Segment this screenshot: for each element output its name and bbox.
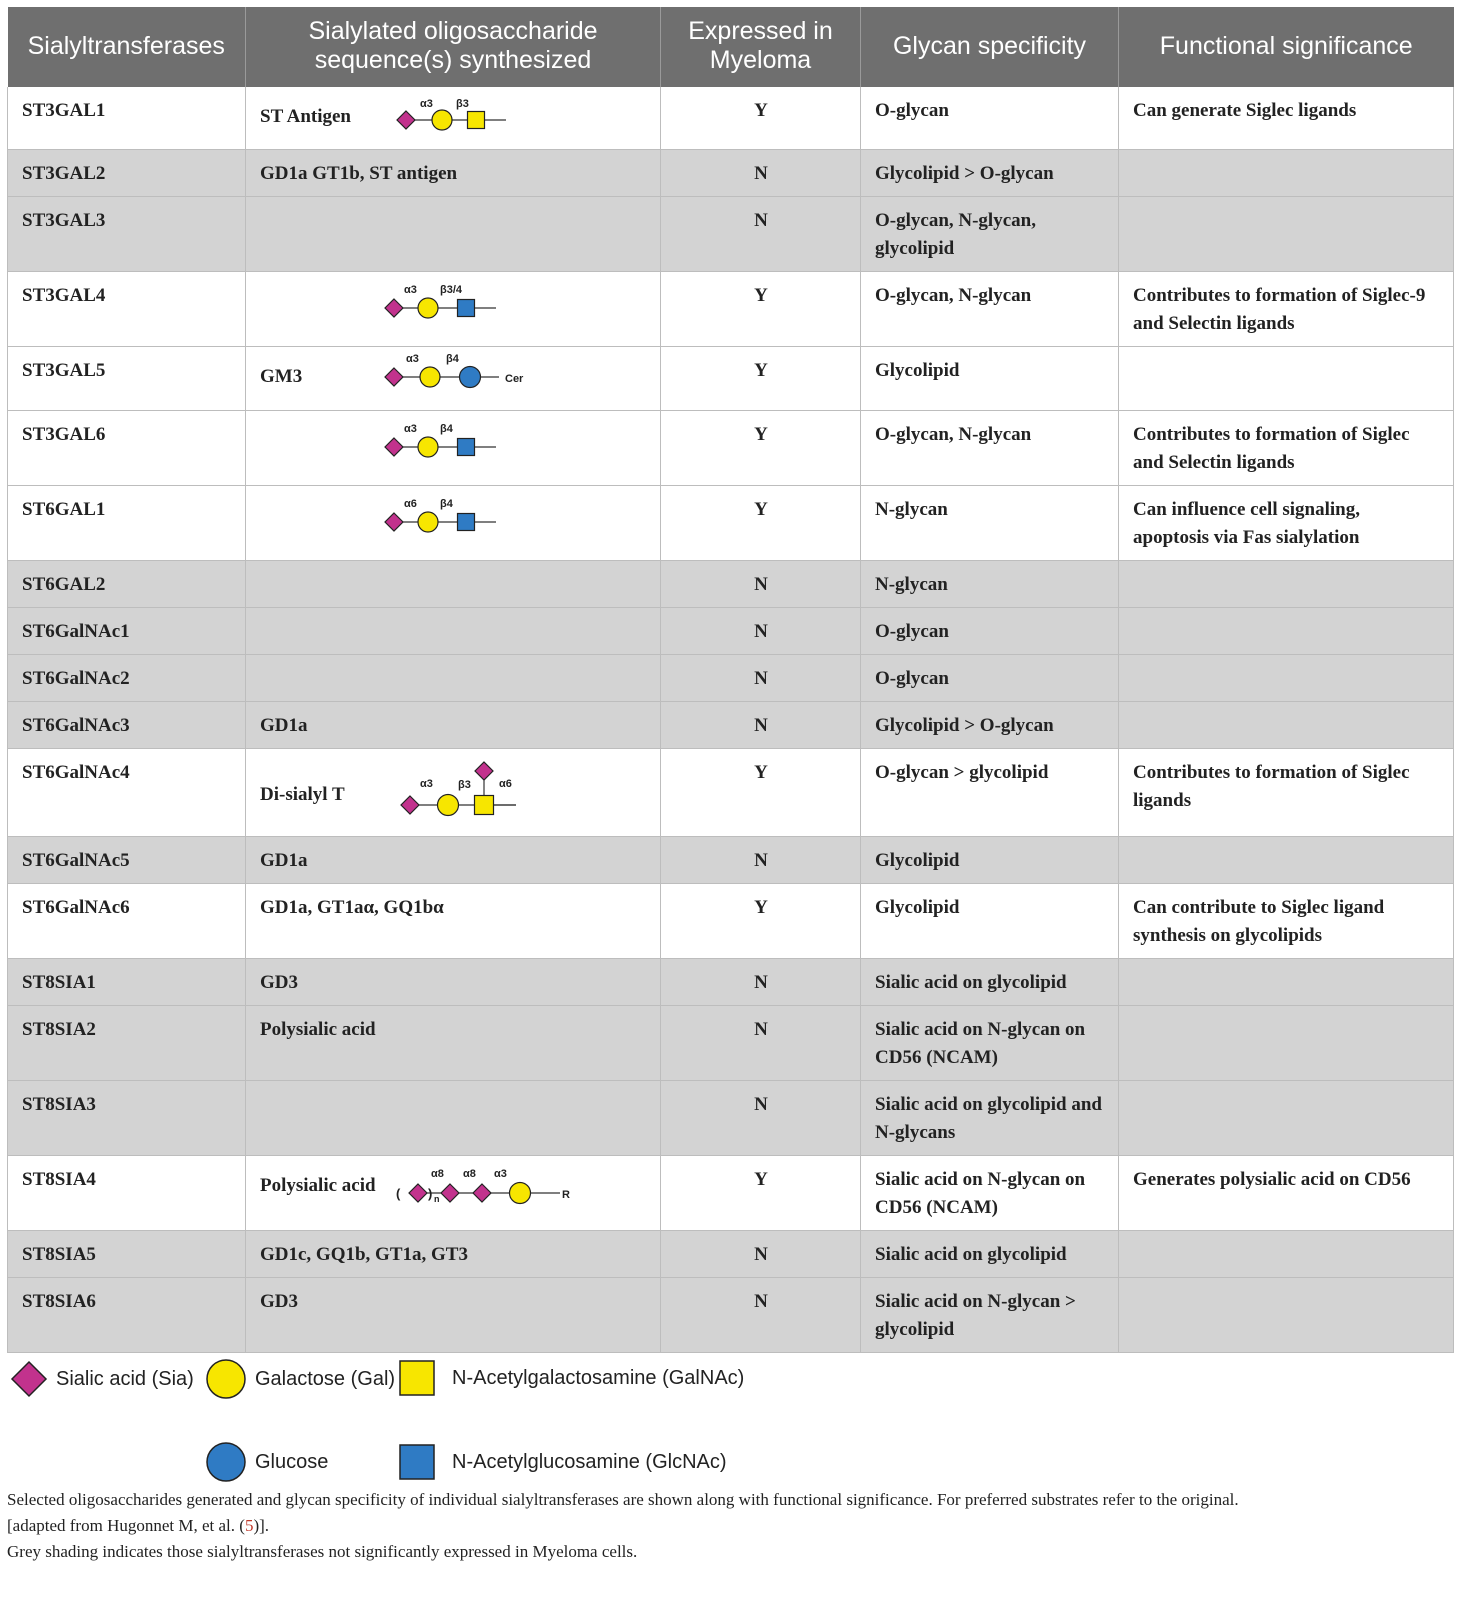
significance-cell bbox=[1119, 149, 1454, 196]
sialic-acid-icon bbox=[385, 299, 403, 317]
sequence-cell bbox=[246, 271, 661, 346]
header-expressed: Expressed in Myeloma bbox=[661, 7, 861, 87]
significance-cell bbox=[1119, 1080, 1454, 1155]
linkage-label: α8 bbox=[463, 1167, 476, 1180]
enzyme-cell: ST3GAL1 bbox=[8, 87, 246, 149]
expressed-cell: Y bbox=[661, 87, 861, 149]
note-line-2-pre: [adapted from Hugonnet M, et al. ( bbox=[7, 1516, 245, 1535]
linkage-label: β4 bbox=[446, 352, 459, 365]
sequence-text: Di-sialyl T bbox=[260, 783, 345, 805]
sequence-text: GD1a bbox=[260, 849, 308, 871]
enzyme-cell: ST6GalNAc1 bbox=[8, 607, 246, 654]
sialyltransferase-table bbox=[7, 7, 1454, 1353]
sequence-text: GM3 bbox=[260, 365, 303, 387]
significance-cell: Contributes to formation of Siglec-9 and Selectin ligands bbox=[1119, 271, 1454, 346]
sequence-cell bbox=[246, 607, 661, 654]
expressed-cell: Y bbox=[661, 883, 861, 958]
glcnac-icon bbox=[398, 1443, 436, 1481]
galactose-icon bbox=[438, 794, 459, 815]
enzyme-cell: ST6GAL1 bbox=[8, 485, 246, 560]
specificity-cell: Sialic acid on N-glycan on CD56 (NCAM) bbox=[861, 1155, 1119, 1230]
expressed-cell: N bbox=[661, 1080, 861, 1155]
linkage-label: α3 bbox=[404, 283, 417, 296]
table-row bbox=[8, 836, 1454, 883]
enzyme-cell: ST8SIA4 bbox=[8, 1155, 246, 1230]
table-row bbox=[8, 1230, 1454, 1277]
linkage-label: β3/4 bbox=[440, 283, 463, 296]
significance-cell bbox=[1119, 701, 1454, 748]
expressed-cell: Y bbox=[661, 410, 861, 485]
legend-gal-label: Galactose (Gal) bbox=[255, 1367, 396, 1390]
specificity-cell: O-glycan > glycolipid bbox=[861, 748, 1119, 836]
linkage-label: α6 bbox=[404, 497, 417, 510]
sequence-cell bbox=[246, 1277, 661, 1352]
sequence-cell bbox=[246, 1080, 661, 1155]
linkage-label: ( bbox=[396, 1185, 401, 1201]
specificity-cell: Glycolipid bbox=[861, 883, 1119, 958]
note-line-2-post: )]. bbox=[253, 1516, 270, 1535]
specificity-cell: O-glycan bbox=[861, 654, 1119, 701]
significance-cell bbox=[1119, 1005, 1454, 1080]
enzyme-cell: ST6GAL2 bbox=[8, 560, 246, 607]
specificity-cell: O-glycan, N-glycan bbox=[861, 271, 1119, 346]
glycan-legend bbox=[0, 1350, 1460, 1480]
table-row bbox=[8, 485, 1454, 560]
table-row bbox=[8, 196, 1454, 271]
sialic-acid-icon bbox=[409, 1184, 427, 1202]
expressed-cell: N bbox=[661, 836, 861, 883]
legend-glc bbox=[205, 1441, 328, 1483]
sequence-cell bbox=[246, 1155, 661, 1230]
specificity-cell: O-glycan bbox=[861, 87, 1119, 149]
expressed-cell: N bbox=[661, 701, 861, 748]
glycan-structure bbox=[390, 1156, 580, 1212]
significance-cell: Contributes to formation of Siglec and Selectin ligands bbox=[1119, 410, 1454, 485]
sequence-text: GD1a, GT1aα, GQ1bα bbox=[260, 896, 444, 918]
enzyme-cell: ST3GAL2 bbox=[8, 149, 246, 196]
significance-cell: Can generate Siglec ligands bbox=[1119, 87, 1454, 149]
sequence-cell bbox=[246, 87, 661, 149]
sequence-text: Polysialic acid bbox=[260, 1018, 376, 1040]
enzyme-cell: ST6GalNAc6 bbox=[8, 883, 246, 958]
linkage-label: β4 bbox=[440, 422, 453, 435]
significance-cell bbox=[1119, 1277, 1454, 1352]
significance-cell: Can influence cell signaling, apoptosis via Fas sialylation bbox=[1119, 485, 1454, 560]
table-row bbox=[8, 271, 1454, 346]
significance-cell bbox=[1119, 1230, 1454, 1277]
enzyme-cell: ST6GalNAc5 bbox=[8, 836, 246, 883]
linkage-label: α8 bbox=[431, 1167, 444, 1180]
specificity-cell: Glycolipid > O-glycan bbox=[861, 701, 1119, 748]
expressed-cell: N bbox=[661, 149, 861, 196]
specificity-cell: Glycolipid bbox=[861, 836, 1119, 883]
enzyme-cell: ST8SIA1 bbox=[8, 958, 246, 1005]
galnac-icon bbox=[475, 795, 494, 814]
galactose-icon bbox=[418, 298, 438, 318]
table-row bbox=[8, 1277, 1454, 1352]
galactose-icon bbox=[205, 1358, 247, 1400]
table-row bbox=[8, 701, 1454, 748]
significance-cell: Generates polysialic acid on CD56 bbox=[1119, 1155, 1454, 1230]
galnac-icon bbox=[398, 1359, 436, 1397]
table-row bbox=[8, 883, 1454, 958]
table-row bbox=[8, 560, 1454, 607]
note-line-3: Grey shading indicates those sialyltransferases not significantly expressed in Myeloma cells. bbox=[7, 1542, 638, 1561]
enzyme-cell: ST3GAL3 bbox=[8, 196, 246, 271]
sequence-cell bbox=[246, 701, 661, 748]
sequence-cell bbox=[246, 958, 661, 1005]
sequence-cell bbox=[246, 1005, 661, 1080]
significance-cell bbox=[1119, 607, 1454, 654]
linkage-label: α3 bbox=[406, 352, 419, 365]
expressed-cell: N bbox=[661, 1005, 861, 1080]
linkage-label: Cer bbox=[505, 372, 524, 385]
specificity-cell: O-glycan bbox=[861, 607, 1119, 654]
table-row bbox=[8, 1080, 1454, 1155]
enzyme-cell: ST8SIA2 bbox=[8, 1005, 246, 1080]
significance-cell bbox=[1119, 958, 1454, 1005]
glycan-structure bbox=[374, 272, 564, 328]
linkage-label: ) bbox=[428, 1185, 433, 1201]
enzyme-cell: ST6GalNAc2 bbox=[8, 654, 246, 701]
expressed-cell: N bbox=[661, 196, 861, 271]
sialic-acid-icon bbox=[385, 513, 403, 531]
sequence-text: GD3 bbox=[260, 971, 298, 993]
enzyme-cell: ST8SIA5 bbox=[8, 1230, 246, 1277]
reference-link[interactable]: 5 bbox=[244, 1516, 254, 1535]
expressed-cell: Y bbox=[661, 271, 861, 346]
table-row bbox=[8, 346, 1454, 410]
expressed-cell: N bbox=[661, 607, 861, 654]
sialic-acid-icon bbox=[10, 1360, 48, 1398]
glucose-icon bbox=[460, 366, 481, 387]
sequence-cell bbox=[246, 149, 661, 196]
sequence-cell bbox=[246, 836, 661, 883]
legend-glcnac bbox=[398, 1443, 727, 1481]
sequence-cell bbox=[246, 883, 661, 958]
table-row bbox=[8, 654, 1454, 701]
galactose-icon bbox=[432, 110, 452, 130]
enzyme-cell: ST3GAL5 bbox=[8, 346, 246, 410]
specificity-cell: O-glycan, N-glycan, glycolipid bbox=[861, 196, 1119, 271]
glycan-structure bbox=[396, 755, 586, 825]
sequence-cell bbox=[246, 485, 661, 560]
glucose-icon bbox=[205, 1441, 247, 1483]
expressed-cell: N bbox=[661, 958, 861, 1005]
specificity-cell: Sialic acid on glycolipid bbox=[861, 1230, 1119, 1277]
expressed-cell: Y bbox=[661, 346, 861, 410]
enzyme-cell: ST8SIA3 bbox=[8, 1080, 246, 1155]
significance-cell bbox=[1119, 654, 1454, 701]
sialic-acid-icon bbox=[401, 796, 419, 814]
expressed-cell: Y bbox=[661, 748, 861, 836]
table-row bbox=[8, 607, 1454, 654]
table-row bbox=[8, 1155, 1454, 1230]
galactose-icon bbox=[418, 512, 438, 532]
galactose-icon bbox=[510, 1182, 531, 1203]
linkage-label: α3 bbox=[494, 1167, 507, 1180]
glcnac-icon bbox=[458, 438, 475, 455]
sequence-text: GD1a GT1b, ST antigen bbox=[260, 162, 458, 184]
sialic-acid-icon bbox=[441, 1184, 459, 1202]
galactose-icon bbox=[418, 437, 438, 457]
significance-cell bbox=[1119, 346, 1454, 410]
table-row bbox=[8, 149, 1454, 196]
linkage-label: n bbox=[434, 1193, 440, 1204]
expressed-cell: N bbox=[661, 1277, 861, 1352]
legend-gal bbox=[205, 1358, 395, 1400]
table-row bbox=[8, 958, 1454, 1005]
galnac-icon bbox=[468, 112, 485, 129]
specificity-cell: Sialic acid on glycolipid and N-glycans bbox=[861, 1080, 1119, 1155]
linkage-label: R bbox=[562, 1188, 570, 1201]
sequence-text: ST Antigen bbox=[260, 106, 351, 127]
sialic-acid-icon bbox=[473, 1184, 491, 1202]
enzyme-cell: ST3GAL4 bbox=[8, 271, 246, 346]
legend-galnac-label: N-Acetylgalactosamine (GalNAc) bbox=[452, 1366, 745, 1389]
enzyme-cell: ST8SIA6 bbox=[8, 1277, 246, 1352]
sequence-cell bbox=[246, 1230, 661, 1277]
specificity-cell: Sialic acid on N-glycan on CD56 (NCAM) bbox=[861, 1005, 1119, 1080]
note-line-1: Selected oligosaccharides generated and glycan specificity of individual sialyltransferases are shown along with functional significance. For preferred substrates refer to the original. bbox=[7, 1490, 1239, 1509]
table-row bbox=[8, 410, 1454, 485]
glycan-structure bbox=[374, 411, 564, 467]
glycan-structure bbox=[374, 347, 564, 403]
glycan-structure bbox=[374, 486, 564, 542]
specificity-cell: N-glycan bbox=[861, 560, 1119, 607]
sialic-acid-icon bbox=[385, 368, 403, 386]
sequence-cell bbox=[246, 410, 661, 485]
sialic-acid-icon bbox=[397, 111, 415, 129]
linkage-label: α6 bbox=[499, 777, 512, 790]
table-row bbox=[8, 87, 1454, 149]
sialic-acid-icon bbox=[475, 762, 493, 780]
table-container bbox=[7, 7, 1453, 1353]
legend-sia-label: Sialic acid (Sia) bbox=[56, 1367, 194, 1390]
linkage-label: α3 bbox=[404, 422, 417, 435]
galactose-icon bbox=[420, 367, 440, 387]
sequence-text: Polysialic acid bbox=[260, 1174, 376, 1196]
table-row bbox=[8, 748, 1454, 836]
sequence-cell bbox=[246, 346, 661, 410]
sequence-cell bbox=[246, 196, 661, 271]
table-notes bbox=[7, 1487, 1447, 1565]
legend-glcnac-label: N-Acetylglucosamine (GlcNAc) bbox=[452, 1450, 727, 1473]
specificity-cell: O-glycan, N-glycan bbox=[861, 410, 1119, 485]
specificity-cell: Glycolipid bbox=[861, 346, 1119, 410]
linkage-label: β4 bbox=[440, 497, 453, 510]
enzyme-cell: ST3GAL6 bbox=[8, 410, 246, 485]
header-sequence: Sialylated oligosaccharide sequence(s) synthesized bbox=[246, 7, 661, 87]
expressed-cell: N bbox=[661, 654, 861, 701]
sequence-cell bbox=[246, 748, 661, 836]
expressed-cell: Y bbox=[661, 1155, 861, 1230]
sequence-cell bbox=[246, 654, 661, 701]
significance-cell bbox=[1119, 560, 1454, 607]
specificity-cell: N-glycan bbox=[861, 485, 1119, 560]
glycan-structure bbox=[386, 87, 576, 143]
enzyme-cell: ST6GalNAc3 bbox=[8, 701, 246, 748]
enzyme-cell: ST6GalNAc4 bbox=[8, 748, 246, 836]
note-line-2 bbox=[7, 1513, 1447, 1539]
sialic-acid-icon bbox=[385, 438, 403, 456]
specificity-cell: Sialic acid on glycolipid bbox=[861, 958, 1119, 1005]
significance-cell: Contributes to formation of Siglec ligands bbox=[1119, 748, 1454, 836]
header-sialyltransferases: Sialyltransferases bbox=[8, 7, 246, 87]
glcnac-icon bbox=[458, 513, 475, 530]
sequence-text: GD1a bbox=[260, 714, 308, 736]
sequence-text: GD1c, GQ1b, GT1a, GT3 bbox=[260, 1243, 468, 1265]
header-significance: Functional significance bbox=[1119, 7, 1454, 87]
specificity-cell: Glycolipid > O-glycan bbox=[861, 149, 1119, 196]
significance-cell bbox=[1119, 836, 1454, 883]
linkage-label: β3 bbox=[458, 778, 471, 791]
linkage-label: α3 bbox=[420, 777, 433, 790]
significance-cell bbox=[1119, 196, 1454, 271]
legend-glc-label: Glucose bbox=[255, 1450, 329, 1473]
expressed-cell: N bbox=[661, 560, 861, 607]
table-row bbox=[8, 1005, 1454, 1080]
legend-galnac bbox=[398, 1359, 744, 1397]
glcnac-icon bbox=[458, 299, 475, 316]
significance-cell: Can contribute to Siglec ligand synthesis on glycolipids bbox=[1119, 883, 1454, 958]
sequence-cell bbox=[246, 560, 661, 607]
header-specificity: Glycan specificity bbox=[861, 7, 1119, 87]
linkage-label: α3 bbox=[420, 98, 433, 110]
sequence-text: GD3 bbox=[260, 1290, 298, 1312]
expressed-cell: Y bbox=[661, 485, 861, 560]
specificity-cell: Sialic acid on N-glycan > glycolipid bbox=[861, 1277, 1119, 1352]
expressed-cell: N bbox=[661, 1230, 861, 1277]
linkage-label: β3 bbox=[456, 98, 469, 110]
header-row bbox=[8, 7, 1454, 87]
legend-sia bbox=[10, 1360, 194, 1398]
